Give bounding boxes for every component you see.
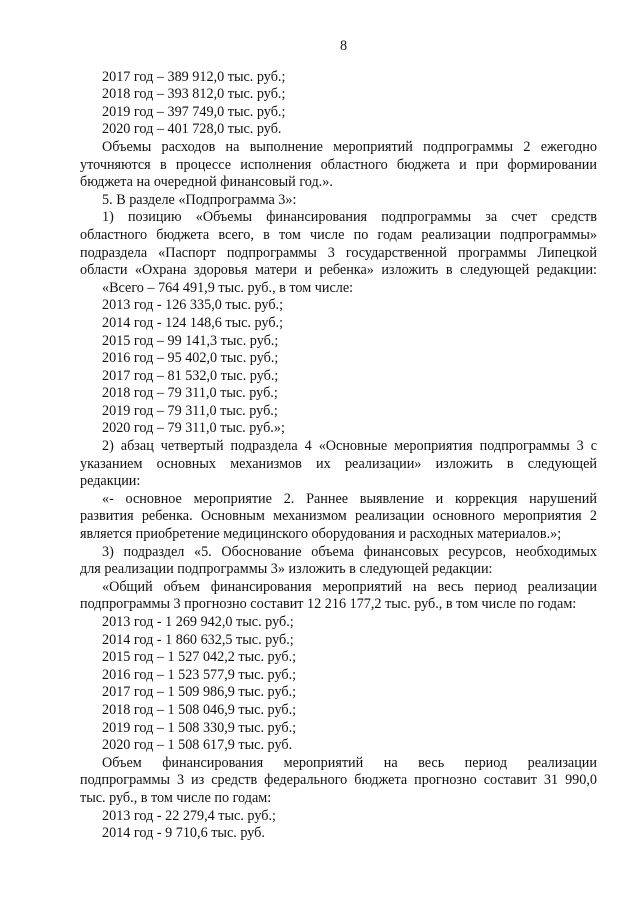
text-line: 2019 год – 397 749,0 тыс. руб.;: [102, 103, 286, 120]
text-line: 2017 год – 81 532,0 тыс. руб.;: [102, 367, 279, 384]
text-line: 3) подраздел «5. Обоснование объема финансовых ресурсов, необходимых: [102, 543, 597, 560]
text-line: развития ребенка. Основным механизмом реализации основного мероприятия 2: [80, 508, 597, 525]
text-line: подпрограммы 3 из средств федерального бюджета прогнозно составит 31 990,0: [80, 772, 597, 789]
text-line: редакции:: [80, 473, 141, 490]
text-line: подраздела «Паспорт подпрограммы 3 государственной программы Липецкой: [80, 244, 597, 261]
text-line: 2017 год – 389 912,0 тыс. руб.;: [102, 68, 286, 85]
text-line: 2018 год – 79 311,0 тыс. руб.;: [102, 385, 278, 402]
text-line: 2016 год – 95 402,0 тыс. руб.;: [102, 350, 279, 367]
text-line: 2019 год – 79 311,0 тыс. руб.;: [102, 402, 278, 419]
text-line: уточняются в процессе исполнения областного бюджета и при формировании: [80, 156, 597, 173]
text-line: 2015 год – 1 527 042,2 тыс. руб.;: [102, 649, 297, 666]
text-line: 2019 год – 1 508 330,9 тыс. руб.;: [102, 719, 297, 736]
text-line: 2020 год – 79 311,0 тыс. руб.»;: [102, 420, 285, 437]
text-line: 2) абзац четвертый подраздела 4 «Основные мероприятия подпрограммы 3 с: [102, 438, 597, 455]
text-line: областного бюджета всего, в том числе по годам реализации подпрограммы»: [80, 226, 597, 243]
text-line: подпрограммы 3 прогнозно составит 12 216 177,2 тыс. руб., в том числе по годам:: [80, 596, 577, 613]
text-line: 2016 год – 1 523 577,9 тыс. руб.;: [102, 666, 297, 683]
text-line: 2014 год - 1 860 632,5 тыс. руб.;: [102, 631, 294, 648]
text-line: 2013 год - 126 335,0 тыс. руб.;: [102, 297, 284, 314]
text-line: 2018 год – 393 812,0 тыс. руб.;: [102, 86, 286, 103]
text-line: «- основное мероприятие 2. Раннее выявление и коррекция нарушений: [102, 490, 597, 507]
text-line: 2017 год – 1 509 986,9 тыс. руб.;: [102, 684, 297, 701]
page-number: 8: [339, 38, 348, 54]
text-line: Объемы расходов на выполнение мероприятий подпрограммы 2 ежегодно: [102, 138, 597, 155]
text-line: 1) позицию «Объемы финансирования подпрограммы за счет средств: [102, 209, 597, 226]
text-line: 2018 год – 1 508 046,9 тыс. руб.;: [102, 701, 297, 718]
text-line: 2020 год – 401 728,0 тыс. руб.: [102, 121, 282, 138]
text-line: «Всего – 764 491,9 тыс. руб., в том числе:: [102, 279, 354, 296]
text-line: 2015 год – 99 141,3 тыс. руб.;: [102, 332, 279, 349]
document-body: [80, 69, 597, 843]
text-line: тыс. руб., в том числе по годам:: [80, 789, 272, 806]
text-line: является приобретение медицинского оборудования и расходных материалов.»;: [80, 526, 562, 543]
text-line: для реализации подпрограммы 3» изложить в следующей редакции:: [80, 561, 493, 578]
text-line: бюджета на очередной финансовый год.».: [80, 174, 333, 191]
text-line: указанием основных механизмов их реализации» изложить в следующей: [80, 455, 597, 472]
text-line: области «Охрана здоровья матери и ребенка» изложить в следующей редакции:: [80, 262, 597, 279]
text-line: 2013 год - 1 269 942,0 тыс. руб.;: [102, 614, 294, 630]
text-line: 2014 год - 9 710,6 тыс. руб.: [102, 825, 265, 842]
text-line: 2020 год – 1 508 617,9 тыс. руб.: [102, 737, 293, 754]
text-line: Объем финансирования мероприятий на весь период реализации: [102, 754, 597, 771]
text-line: «Общий объем финансирования мероприятий на весь период реализации: [102, 578, 597, 595]
text-line: 2013 год - 22 279,4 тыс. руб.;: [102, 807, 276, 824]
text-line: 5. В разделе «Подпрограмма 3»:: [102, 191, 297, 208]
text-line: 2014 год - 124 148,6 тыс. руб.;: [102, 314, 284, 331]
